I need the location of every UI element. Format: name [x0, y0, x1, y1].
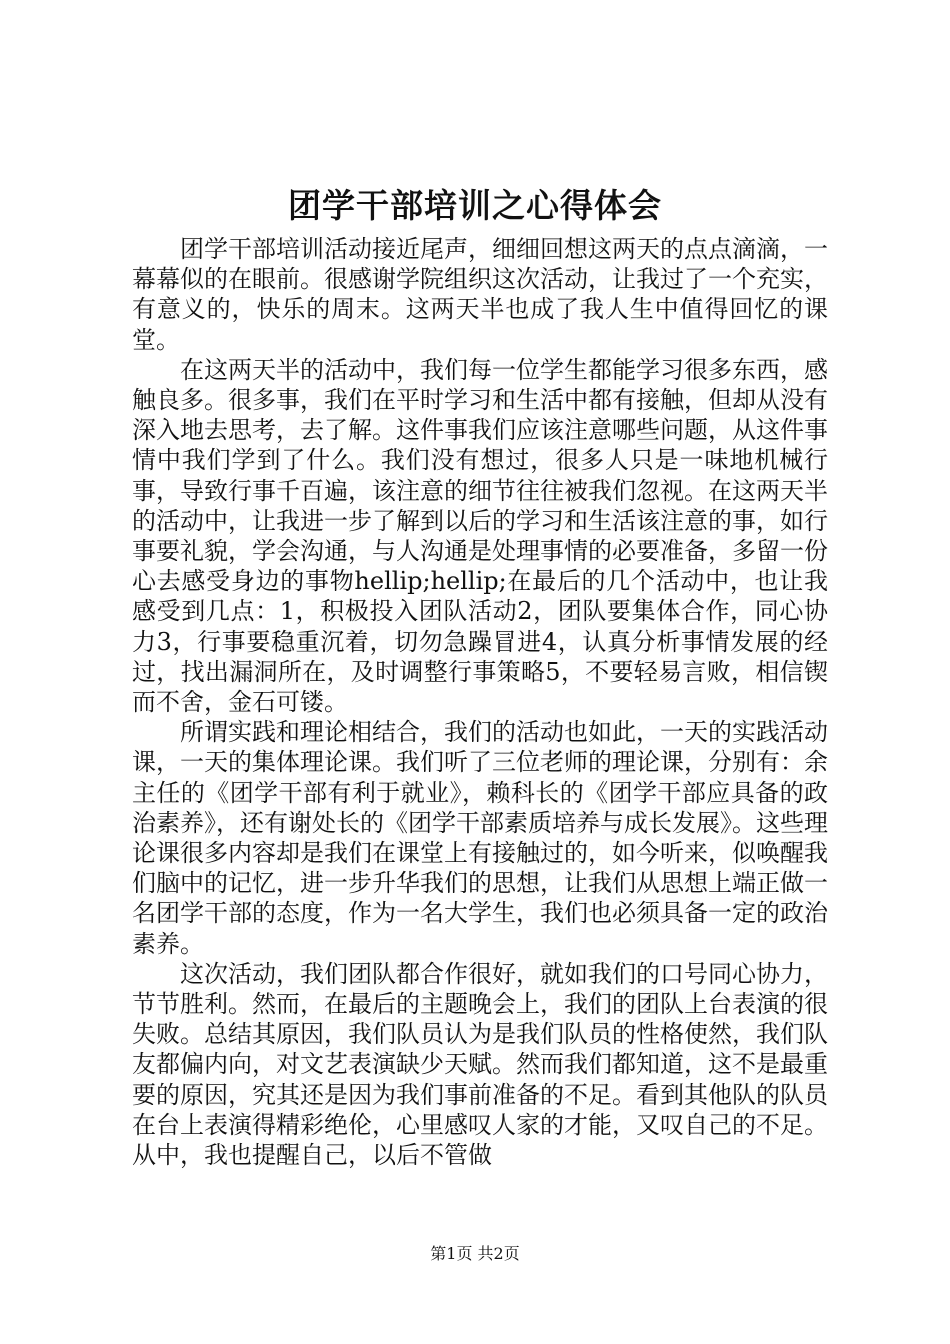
- document-body: [132, 234, 828, 1170]
- paragraph-2: 在这两天半的活动中，我们每一位学生都能学习很多东西，感触良多。很多事，我们在平时学习和生活中都有接触，但却从没有深入地去思考，去了解。这件事我们应该注意哪些问题，从这件事情中我们学到了什么。我们没有想过，很多人只是一味地机械行事，导致行事千百遍，该注意的细节往往被我们忽视。在这两天半的活动中，让我进一步了解到以后的学习和生活该注意的事，如行事要礼貌，学会沟通，与人沟通是处理事情的必要准备，多留一份心去感受身边的事物hellip;hellip;在最后的几个活动中，也让我感受到几点：1，积极投入团队活动2，团队要集体合作，同心协力3，行事要稳重沉着，切勿急躁冒进4，认真分析事情发展的经过，找出漏洞所在，及时调整行事策略5，不要轻易言败，相信锲而不舍，金石可镂。: [132, 355, 828, 717]
- paragraph-3: 所谓实践和理论相结合，我们的活动也如此，一天的实践活动课，一天的集体理论课。我们听了三位老师的理论课，分别有：余主任的《团学干部有利于就业》，赖科长的《团学干部应具备的政治素养》，还有谢处长的《团学干部素质培养与成长发展》。这些理论课很多内容却是我们在课堂上有接触过的，如今听来，似唤醒我们脑中的记忆，进一步升华我们的思想，让我们从思想上端正做一名团学干部的态度，作为一名大学生，我们也必须具备一定的政治素养。: [132, 718, 828, 958]
- page-footer: 第1页 共2页: [430, 1244, 520, 1263]
- paragraph-1: 团学干部培训活动接近尾声，细细回想这两天的点点滴滴，一幕幕似的在眼前。很感谢学院组织这次活动，让我过了一个充实，有意义的，快乐的周末。这两天半也成了我人生中值得回忆的课堂。: [132, 235, 828, 354]
- paragraph-4: 这次活动，我们团队都合作很好，就如我们的口号同心协力，节节胜利。然而，在最后的主题晚会上，我们的团队上台表演的很失败。总结其原因，我们队员认为是我们队员的性格使然，我们队友都偏内向，对文艺表演缺少天赋。然而我们都知道，这不是最重要的原因，究其还是因为我们事前准备的不足。看到其他队的队员在台上表演得精彩绝伦，心里感叹人家的才能，又叹自己的不足。从中，我也提醒自己，以后不管做: [132, 959, 828, 1170]
- document-title: 团学干部培训之心得体会: [288, 186, 662, 225]
